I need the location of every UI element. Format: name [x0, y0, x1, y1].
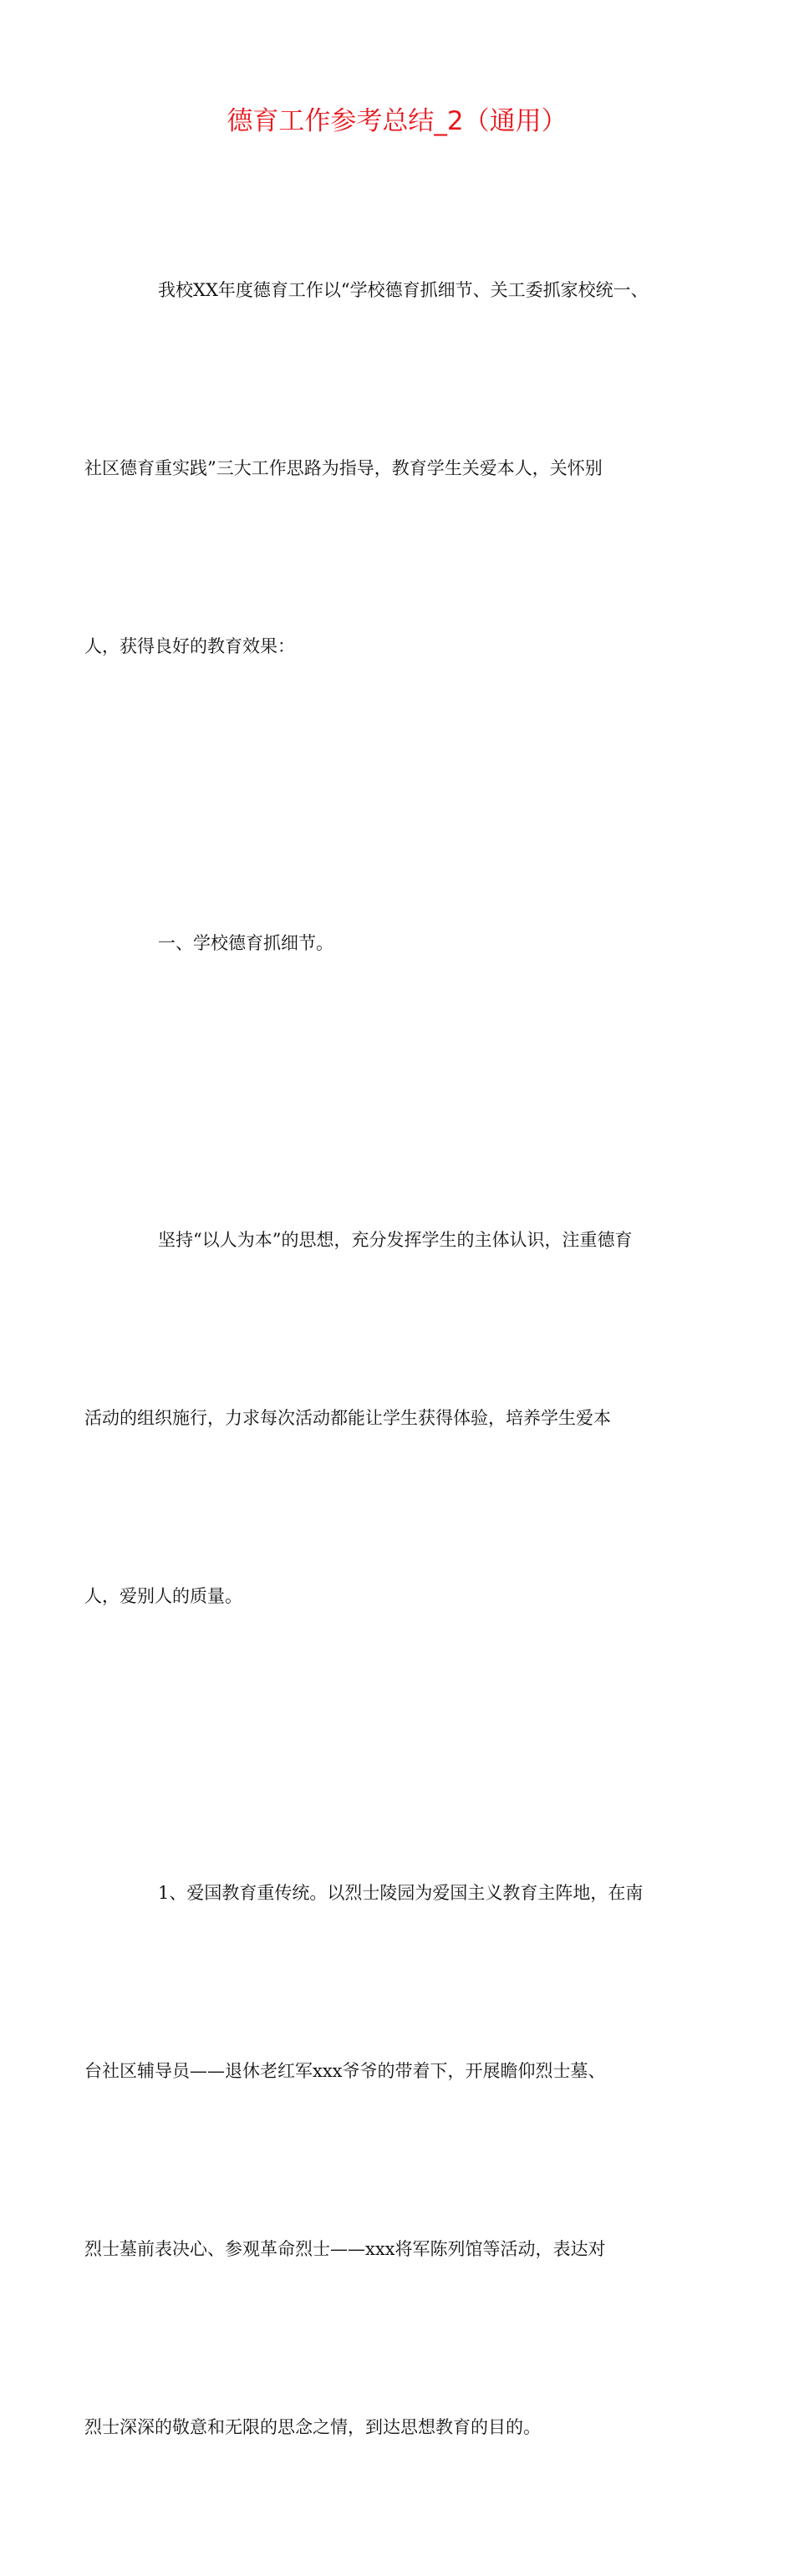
paragraph-line: 活动的组织施行，力求每次活动都能让学生获得体验，培养学生爱本 — [84, 1408, 611, 1428]
paragraph-line: 烈士深深的敬意和无限的思念之情，到达思想教育的目的。 — [84, 2417, 541, 2437]
paragraph-line: 台社区辅导员——退休老红军xxx爷爷的带着下，开展瞻仰烈士墓、 — [84, 2061, 606, 2081]
paragraph-intro — [84, 142, 673, 795]
paragraph-line: 我校XX年度德育工作以“学校德育抓细节、关工委抓家校统一、 — [158, 280, 649, 300]
paragraph-line: 1、爱国教育重传统。以烈士陵园为爱国主义教育主阵地，在南 — [158, 1883, 644, 1903]
paragraph-principle — [84, 1092, 673, 1745]
document-title: 德育工作参考总结_2（通用） — [226, 106, 568, 136]
section-heading — [121, 795, 673, 1092]
paragraph-line: 人，获得良好的教育效果： — [84, 636, 295, 656]
document-body — [84, 142, 673, 2576]
paragraph-line: 一、学校德育抓细节。 — [158, 933, 333, 953]
paragraph-patriotic — [84, 1745, 673, 2576]
paragraph-line: 坚持“以人为本”的思想，充分发挥学生的主体认识，注重德育 — [158, 1230, 633, 1250]
paragraph-line: 人，爱别人的质量。 — [84, 1586, 242, 1606]
paragraph-line: 社区德育重实践”三大工作思路为指导，教育学生关爱本人，关怀别 — [84, 458, 603, 478]
paragraph-line: 烈士墓前表决心、参观革命烈士——xxx将军陈列馆等活动，表达对 — [84, 2239, 606, 2259]
